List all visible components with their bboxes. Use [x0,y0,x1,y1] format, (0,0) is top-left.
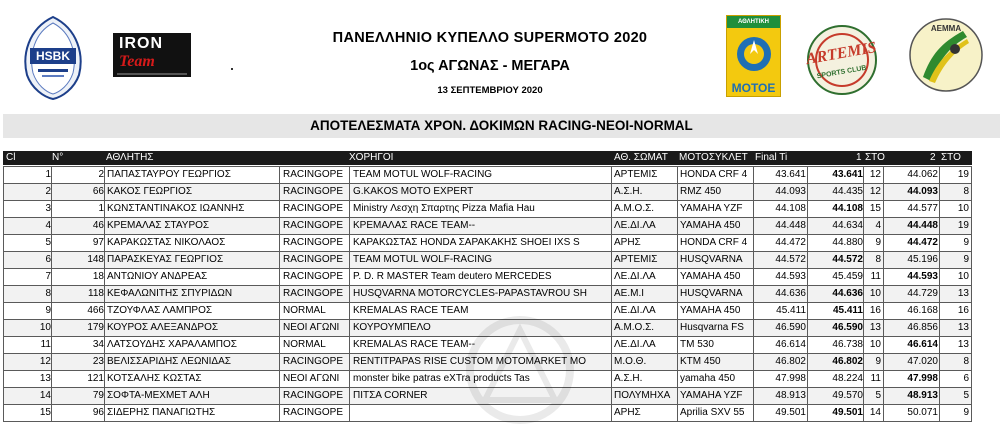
cell-t2: 44.472 [907,237,938,248]
cell-final: 46.614 [775,339,806,350]
cell-sto2: 10 [957,203,969,214]
cell-t1: 44.572 [832,254,863,265]
grid-line [863,167,864,422]
grid-line [279,167,280,422]
cell-athlete: ΠΑΡΑΣΚΕΥΑΣ ΓΕΩΡΓΙΟΣ [107,254,224,265]
cell-t1: 49.570 [832,390,863,401]
cell-no: 79 [92,390,104,401]
cell-t1: 45.459 [832,271,863,282]
cell-sto1: 16 [869,305,881,316]
header-sponsor: ΧΟΡΗΓΟΙ [349,152,394,163]
motoe-logo-top: ΑΘΛΗΤΙΚΗ [727,16,780,28]
cell-club: ΛΕ.ΔΙ.ΛΑ [614,271,656,282]
cell-no: 121 [87,373,104,384]
grid-line [883,167,884,422]
cell-category: RACINGOPE [283,220,344,231]
cell-category: RACINGOPE [283,390,344,401]
cell-sponsor: Ministry Λεσχη Σπαρτης Pizza Mafia Hau [353,203,535,214]
cell-athlete: ΛΑΤΣΟΥΔΗΣ ΧΑΡΑΛΑΜΠΟΣ [107,339,237,350]
results-title: ΑΠΟΤΕΛΕΣΜΑΤΑ ΧΡΟΝ. ΔΟΚΙΜΩΝ RACING-ΝΕΟΙ-NORMAL [310,118,693,133]
cell-athlete: ΚΩΝΣΤΑΝΤΙΝΑΚΟΣ ΙΩΑΝΝΗΣ [107,203,245,214]
cell-athlete: ΚΑΡΑΚΩΣΤΑΣ ΝΙΚΟΛΑΟΣ [107,237,226,248]
cell-cl: 13 [39,373,51,384]
cell-no: 46 [92,220,104,231]
motoe-logo-bottom: ΜΟΤΟΕ [731,81,776,95]
cell-t1: 46.802 [832,356,863,367]
cell-bike: KTM 450 [680,356,721,367]
cell-cl: 5 [45,237,51,248]
cell-bike: HUSQVARNA [680,254,743,265]
cell-athlete: ΒΕΛΙΣΣΑΡΙΔΗΣ ΛΕΩΝΙΔΑΣ [107,356,231,367]
cell-no: 179 [87,322,104,333]
cell-club: Α.Μ.Ο.Σ. [614,322,655,333]
cell-t2: 44.577 [907,203,938,214]
cell-no: 466 [87,305,104,316]
cell-cl: 1 [45,169,51,180]
table-row [3,201,972,218]
cell-cl: 14 [39,390,51,401]
cell-club: ΑΡΗΣ [614,407,641,418]
cell-bike: RMZ 450 [680,186,722,197]
motoe-logo [726,15,781,97]
cell-category: RACINGOPE [283,254,344,265]
cell-t2: 46.614 [907,339,938,350]
cell-sto1: 4 [875,220,881,231]
cell-category: NORMAL [283,339,326,350]
table-row [3,269,972,286]
cell-sto2: 10 [957,271,969,282]
grid-line [51,167,52,422]
cell-category: RACINGOPE [283,271,344,282]
hsbk-logo-text: HSBK [35,49,71,63]
cell-sponsor: ΚΟΥΡΟΥΜΠΕΛΟ [353,322,431,333]
cell-sto2: 8 [963,186,969,197]
team-logo-text: Team [119,53,155,70]
cell-no: 18 [92,271,104,282]
table-row [3,218,972,235]
header [0,0,1000,112]
cell-club: ΛΕ.ΔΙ.ΛΑ [614,220,656,231]
cell-cl: 7 [45,271,51,282]
table-row [3,167,972,184]
cell-final: 44.593 [775,271,806,282]
cell-t1: 44.636 [832,288,863,299]
cell-category: RACINGOPE [283,237,344,248]
cell-sto2: 8 [963,356,969,367]
cell-athlete: ΤΖΟΥΦΛΑΣ ΛΑΜΠΡΟΣ [107,305,213,316]
cell-athlete: ΚΟΥΡΟΣ ΑΛΕΞΑΝΔΡΟΣ [107,322,219,333]
cell-sto2: 19 [957,220,969,231]
cell-final: 48.913 [775,390,806,401]
cell-final: 44.108 [775,203,806,214]
cell-bike: YAMAHA 450 [680,271,741,282]
cell-bike: yamaha 450 [680,373,736,384]
cell-sto1: 5 [875,390,881,401]
cell-category: RACINGOPE [283,407,344,418]
cell-sto2: 6 [963,373,969,384]
cell-sto2: 13 [957,288,969,299]
header-lap2: 2 [930,152,936,163]
header-athlete: ΑΘΛΗΤΗΣ [106,152,154,163]
cell-no: 148 [87,254,104,265]
cell-no: 1 [98,203,104,214]
cell-category: RACINGOPE [283,356,344,367]
cell-athlete: ΚΟΤΣΑΛΗΣ ΚΩΣΤΑΣ [107,373,202,384]
cell-bike: YAMAHA 450 [680,305,741,316]
cell-cl: 8 [45,288,51,299]
cell-sto1: 13 [869,322,881,333]
cell-final: 44.093 [775,186,806,197]
cell-cl: 12 [39,356,51,367]
cell-bike: YAMAHA YZF [680,203,743,214]
cell-t2: 44.593 [907,271,938,282]
cell-sto1: 11 [870,373,881,384]
cell-final: 43.641 [775,169,806,180]
cell-sto1: 12 [869,169,881,180]
cell-bike: YAMAHA YZF [680,390,743,401]
cell-sto1: 15 [869,203,881,214]
cell-club: Α.Μ.Ο.Σ. [614,203,655,214]
table-row [3,184,972,201]
cell-cl: 10 [39,322,51,333]
cell-t1: 44.435 [832,186,863,197]
cell-no: 97 [92,237,104,248]
table-row [3,235,972,252]
cell-athlete: ΚΕΦΑΛΩΝΙΤΗΣ ΣΠΥΡΙΔΩΝ [107,288,233,299]
cell-cl: 4 [45,220,51,231]
cell-bike: Husqvarna FS [680,322,744,333]
artemis-logo-text: ARTEMIS [804,39,878,69]
motoe-emblem-icon [734,34,774,74]
cell-cl: 2 [45,186,51,197]
table-row [3,286,972,303]
cell-club: ΛΕ.ΔΙ.ΛΑ [614,339,656,350]
cell-bike: Aprilia SXV 55 [680,407,745,418]
cell-sponsor: HUSQVARNA MOTORCYCLES-PAPASTAVROU SH [353,288,587,299]
cell-t2: 44.093 [907,186,938,197]
cell-t1: 48.224 [832,373,863,384]
grid-line [753,167,754,422]
cell-t2: 44.062 [907,169,938,180]
cell-athlete: ΠΑΠΑΣΤΑΥΡΟΥ ΓΕΩΡΓΙΟΣ [107,169,231,180]
header-final: Final Ti [755,152,788,163]
cell-sto1: 14 [869,407,881,418]
cell-final: 45.411 [776,305,806,316]
cell-t2: 46.856 [907,322,938,333]
cell-no: 96 [92,407,104,418]
cell-final: 44.572 [775,254,806,265]
grid-line [939,167,940,422]
cell-t1: 49.501 [832,407,863,418]
cell-final: 44.636 [775,288,806,299]
cell-sto2: 5 [963,390,969,401]
cell-t1: 45.411 [832,305,863,316]
cell-category: NORMAL [283,305,326,316]
cell-category: RACINGOPE [283,288,344,299]
cell-club: Μ.Ο.Θ. [614,356,647,367]
cell-bike: YAMAHA 450 [680,220,741,231]
cell-t2: 45.196 [907,254,938,265]
cell-sto1: 9 [875,237,881,248]
cell-t2: 47.020 [907,356,938,367]
cell-sponsor: ΠΙΤΣΑ CORNER [353,390,428,401]
cell-athlete: ΑΝΤΩΝΙΟΥ ΑΝΔΡΕΑΣ [107,271,208,282]
cell-athlete: ΣΙΔΕΡΗΣ ΠΑΝΑΓΙΩΤΗΣ [107,407,216,418]
grid-line [104,167,105,422]
cell-sponsor: TEAM MOTUL WOLF-RACING [353,169,493,180]
cell-sto2: 9 [963,254,969,265]
grid-line [807,167,808,422]
grid-line [3,167,4,422]
cell-athlete: ΚΡΕΜΑΛΑΣ ΣΤΑΥΡΟΣ [107,220,210,231]
cell-sto2: 9 [963,237,969,248]
cell-sto2: 16 [957,305,969,316]
iron-logo-strip [117,73,187,75]
cell-sponsor: RENTITPAPAS RISE CUSTOM MOTOMARKET MO [353,356,586,367]
cell-no: 118 [88,288,104,299]
cell-final: 49.501 [775,407,806,418]
cell-t1: 46.738 [832,339,863,350]
cell-sponsor: ΚΑΡΑΚΩΣΤΑΣ HONDA ΣΑΡΑΚΑΚΗΣ SHOEI IXS S [353,237,580,248]
cell-athlete: ΚΑΚΟΣ ΓΕΩΡΓΙΟΣ [107,186,193,197]
cell-sto2: 13 [957,322,969,333]
cell-club: ΑΡΤΕΜΙΣ [614,169,658,180]
cell-sto1: 8 [875,254,881,265]
cell-no: 66 [92,186,104,197]
artemis-logo-sub: SPORTS CLUB [816,64,868,81]
cell-t1: 46.590 [832,322,863,333]
cell-category: RACINGOPE [283,169,344,180]
cell-bike: HONDA CRF 4 [680,169,748,180]
cell-final: 44.448 [775,220,806,231]
cell-no: 34 [92,339,104,350]
cell-bike: HONDA CRF 4 [680,237,748,248]
artemis-logo [792,20,892,98]
cell-t2: 50.071 [907,407,938,418]
watermark-logo [455,310,585,430]
cell-t1: 44.634 [832,220,863,231]
cell-sponsor: P. D. R MASTER Team deutero MERCEDES [353,271,552,282]
cell-final: 44.472 [775,237,806,248]
cell-sto2: 9 [963,407,969,418]
cell-club: ΑΡΤΕΜΙΣ [614,254,658,265]
header-lap1: 1 [856,152,862,163]
cell-no: 2 [98,169,104,180]
cell-bike: TM 530 [680,339,714,350]
cell-t1: 43.641 [832,169,863,180]
grid-line [349,167,350,422]
cell-category: ΝΕΟΙ ΑΓΩΝΙ [283,322,340,333]
grid-line [971,167,972,422]
cell-final: 46.590 [775,322,806,333]
header-bike: ΜΟΤΟΣΥΚΛΕΤ [679,152,748,163]
header-club: ΑΘ. ΣΩΜΑΤ [614,152,668,163]
cell-t2: 46.168 [907,305,938,316]
cell-sto1: 10 [869,288,881,299]
cell-sto2: 13 [957,339,969,350]
cell-t1: 44.880 [832,237,863,248]
race-title: 1ος ΑΓΩΝΑΣ - ΜΕΓΑΡΑ [410,58,570,74]
aemma-logo [907,15,985,95]
table-row [3,252,972,269]
cell-club: ΛΕ.ΔΙ.ΛΑ [614,305,656,316]
cell-club: ΑΡΗΣ [614,237,641,248]
table-header [3,151,972,165]
cell-sponsor: monster bike patras eXTra products Tas [353,373,530,384]
cell-cl: 15 [39,407,51,418]
cell-club: Α.Σ.Η. [614,186,643,197]
cell-sto1: 10 [869,339,881,350]
cell-sto1: 9 [875,356,881,367]
cell-club: ΑΕ.Μ.Ι [614,288,645,299]
cell-cl: 9 [45,305,51,316]
cell-category: RACINGOPE [283,186,344,197]
cell-final: 46.802 [775,356,806,367]
grid-line [677,167,678,422]
cell-t2: 47.998 [907,373,938,384]
cell-sponsor: KREMALAS RACE TEAM-- [353,339,476,350]
cell-t2: 48.913 [907,390,938,401]
cell-t2: 44.448 [907,220,938,231]
page-title: ΠΑΝΕΛΛΗΝΙΟ ΚΥΠΕΛΛΟ SUPERMOTO 2020 [332,30,648,46]
cell-sponsor: KREMALAS RACE TEAM [353,305,469,316]
cell-t1: 44.108 [832,203,863,214]
cell-sto1: 11 [870,271,881,282]
cell-category: RACINGOPE [283,203,344,214]
cell-cl: 3 [45,203,51,214]
cell-club: ΠΟΛΥΜΗΧΑ [614,390,671,401]
cell-sto2: 19 [957,169,969,180]
grid-line [611,167,612,422]
cell-sponsor: ΚΡΕΜΑΛΑΣ RACE TEAM-- [353,220,476,231]
cell-cl: 6 [45,254,51,265]
cell-cl: 11 [40,339,51,350]
hsbk-logo [18,15,88,100]
cell-category: ΝΕΟΙ ΑΓΩΝΙ [283,373,340,384]
cell-sto1: 12 [869,186,881,197]
header-no: N° [52,152,64,163]
aemma-logo-text: ΑΕΜΜΑ [930,24,962,33]
cell-athlete: ΣΟΦΤΑ-ΜΕΧΜΕΤ ΑΛΗ [107,390,210,401]
cell-club: Α.Σ.Η. [614,373,643,384]
cell-sponsor: G.KAKOS MOTO EXPERT [353,186,474,197]
header-cl: Cl [6,152,16,163]
cell-sponsor: TEAM MOTUL WOLF-RACING [353,254,493,265]
header-sto1: ΣΤΟ [865,152,885,163]
cell-bike: HUSQVARNA [680,288,743,299]
header-sto2: ΣΤΟ [941,152,961,163]
cell-final: 47.998 [775,373,806,384]
race-date: 13 ΣΕΠΤΕΜΒΡΙΟΥ 2020 [437,85,543,96]
cell-t2: 44.729 [907,288,938,299]
results-title-band [3,114,1000,138]
stray-dot [231,68,233,70]
iron-logo-text: IRON [119,35,163,52]
iron-team-logo [113,33,191,77]
cell-no: 23 [92,356,104,367]
